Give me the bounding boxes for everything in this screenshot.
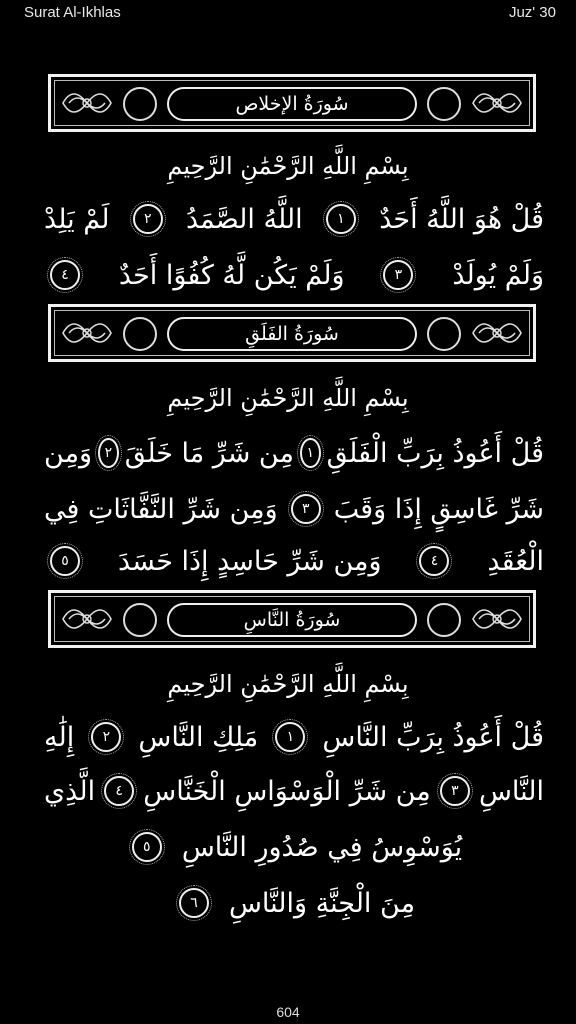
ayah-text: وَمِن شَرِّ حَاسِدٍ إِذَا حَسَدَ xyxy=(117,545,382,577)
ayah-text: مِن شَرِّ مَا خَلَقَ xyxy=(124,437,294,469)
verse-number-marker: ٥ xyxy=(50,546,80,576)
ayah-text: الْعُقَدِ xyxy=(487,545,544,577)
verse-number-marker: ٢ xyxy=(91,722,121,752)
ayah-text: مِن شَرِّ الْوَسْوَاسِ الْخَنَّاسِ xyxy=(143,775,431,807)
verse-number-marker: ١ xyxy=(300,438,321,468)
arabesque-ornament-icon xyxy=(59,599,115,639)
juz-label: Juz' 30 xyxy=(508,4,556,21)
surah-title: سُورَةُ الفَلَقِ xyxy=(245,323,339,345)
ayah-text: قُلْ أَعُوذُ بِرَبِّ النَّاسِ xyxy=(322,721,544,753)
ayah-text: مِنَ الْجِنَّةِ وَالنَّاسِ xyxy=(228,887,416,919)
ayah-text: لَمْ يَلِدْ xyxy=(44,203,110,235)
surah-name-label: Surat Al-Ikhlas xyxy=(24,4,121,21)
medallion-icon xyxy=(427,317,461,351)
ayah-text: النَّاسِ xyxy=(478,775,544,807)
verse-number-marker: ٤ xyxy=(104,776,134,806)
medallion-icon xyxy=(123,317,157,351)
verse-number-marker: ٦ xyxy=(179,888,209,918)
medallion-icon xyxy=(123,87,157,121)
verse-number-marker: ١ xyxy=(326,204,356,234)
medallion-icon xyxy=(427,603,461,637)
arabesque-ornament-icon xyxy=(59,83,115,123)
ayah-line xyxy=(44,534,544,588)
arabesque-ornament-icon xyxy=(59,313,115,353)
verse-number-marker: ٢ xyxy=(98,438,119,468)
ayah-line xyxy=(44,764,544,818)
ayah-text: اللَّهُ الصَّمَدُ xyxy=(185,203,303,235)
ayah-line xyxy=(44,820,544,874)
mushaf-page xyxy=(14,34,562,1002)
ayah-line xyxy=(44,482,544,536)
verse-number-marker: ٥ xyxy=(132,832,162,862)
arabesque-ornament-icon xyxy=(469,83,525,123)
surah-title-banner xyxy=(48,590,536,648)
ayah-text: وَمِن شَرِّ النَّفَّاثَاتِ فِي xyxy=(44,493,278,525)
ayah-text: يُوَسْوِسُ فِي صُدُورِ النَّاسِ xyxy=(181,831,463,863)
basmala: بِسْمِ اللَّهِ الرَّحْمَٰنِ الرَّحِيمِ xyxy=(167,152,409,180)
ayah-text: إِلَٰهِ xyxy=(44,721,75,753)
ayah-text: وَلَمْ يَكُن لَّهُ كُفُوًا أَحَدٌ xyxy=(118,259,345,291)
ayah-text: مَلِكِ النَّاسِ xyxy=(138,721,259,753)
verse-number-marker: ٣ xyxy=(383,260,413,290)
ayah-line xyxy=(44,876,544,930)
status-header xyxy=(0,0,576,26)
ayah-text: قُلْ هُوَ اللَّهُ أَحَدٌ xyxy=(379,203,544,235)
ayah-line xyxy=(44,710,544,764)
verse-number-marker: ٤ xyxy=(50,260,80,290)
verse-number-marker: ٣ xyxy=(291,494,321,524)
ayah-text: شَرِّ غَاسِقٍ إِذَا وَقَبَ xyxy=(333,493,544,525)
ayah-line xyxy=(44,192,544,246)
verse-number-marker: ٤ xyxy=(419,546,449,576)
ayah-text: قُلْ أَعُوذُ بِرَبِّ الْفَلَقِ xyxy=(326,437,544,469)
surah-title: سُورَةُ الإخلاص xyxy=(235,93,349,115)
arabesque-ornament-icon xyxy=(469,599,525,639)
surah-title-banner xyxy=(48,74,536,132)
basmala: بِسْمِ اللَّهِ الرَّحْمَٰنِ الرَّحِيمِ xyxy=(167,384,409,412)
ayah-line xyxy=(44,248,544,302)
medallion-icon xyxy=(427,87,461,121)
page-number: 604 xyxy=(276,1004,300,1020)
ayah-line xyxy=(44,426,544,480)
ayah-text: وَلَمْ يُولَدْ xyxy=(452,259,544,291)
verse-number-marker: ١ xyxy=(275,722,305,752)
verse-number-marker: ٣ xyxy=(440,776,470,806)
arabesque-ornament-icon xyxy=(469,313,525,353)
basmala: بِسْمِ اللَّهِ الرَّحْمَٰنِ الرَّحِيمِ xyxy=(167,670,409,698)
ayah-text: الَّذِي xyxy=(44,775,96,807)
surah-title: سُورَةُ النَّاسِ xyxy=(243,609,341,631)
ayah-text: وَمِن xyxy=(44,437,93,469)
medallion-icon xyxy=(123,603,157,637)
verse-number-marker: ٢ xyxy=(133,204,163,234)
surah-title-banner xyxy=(48,304,536,362)
